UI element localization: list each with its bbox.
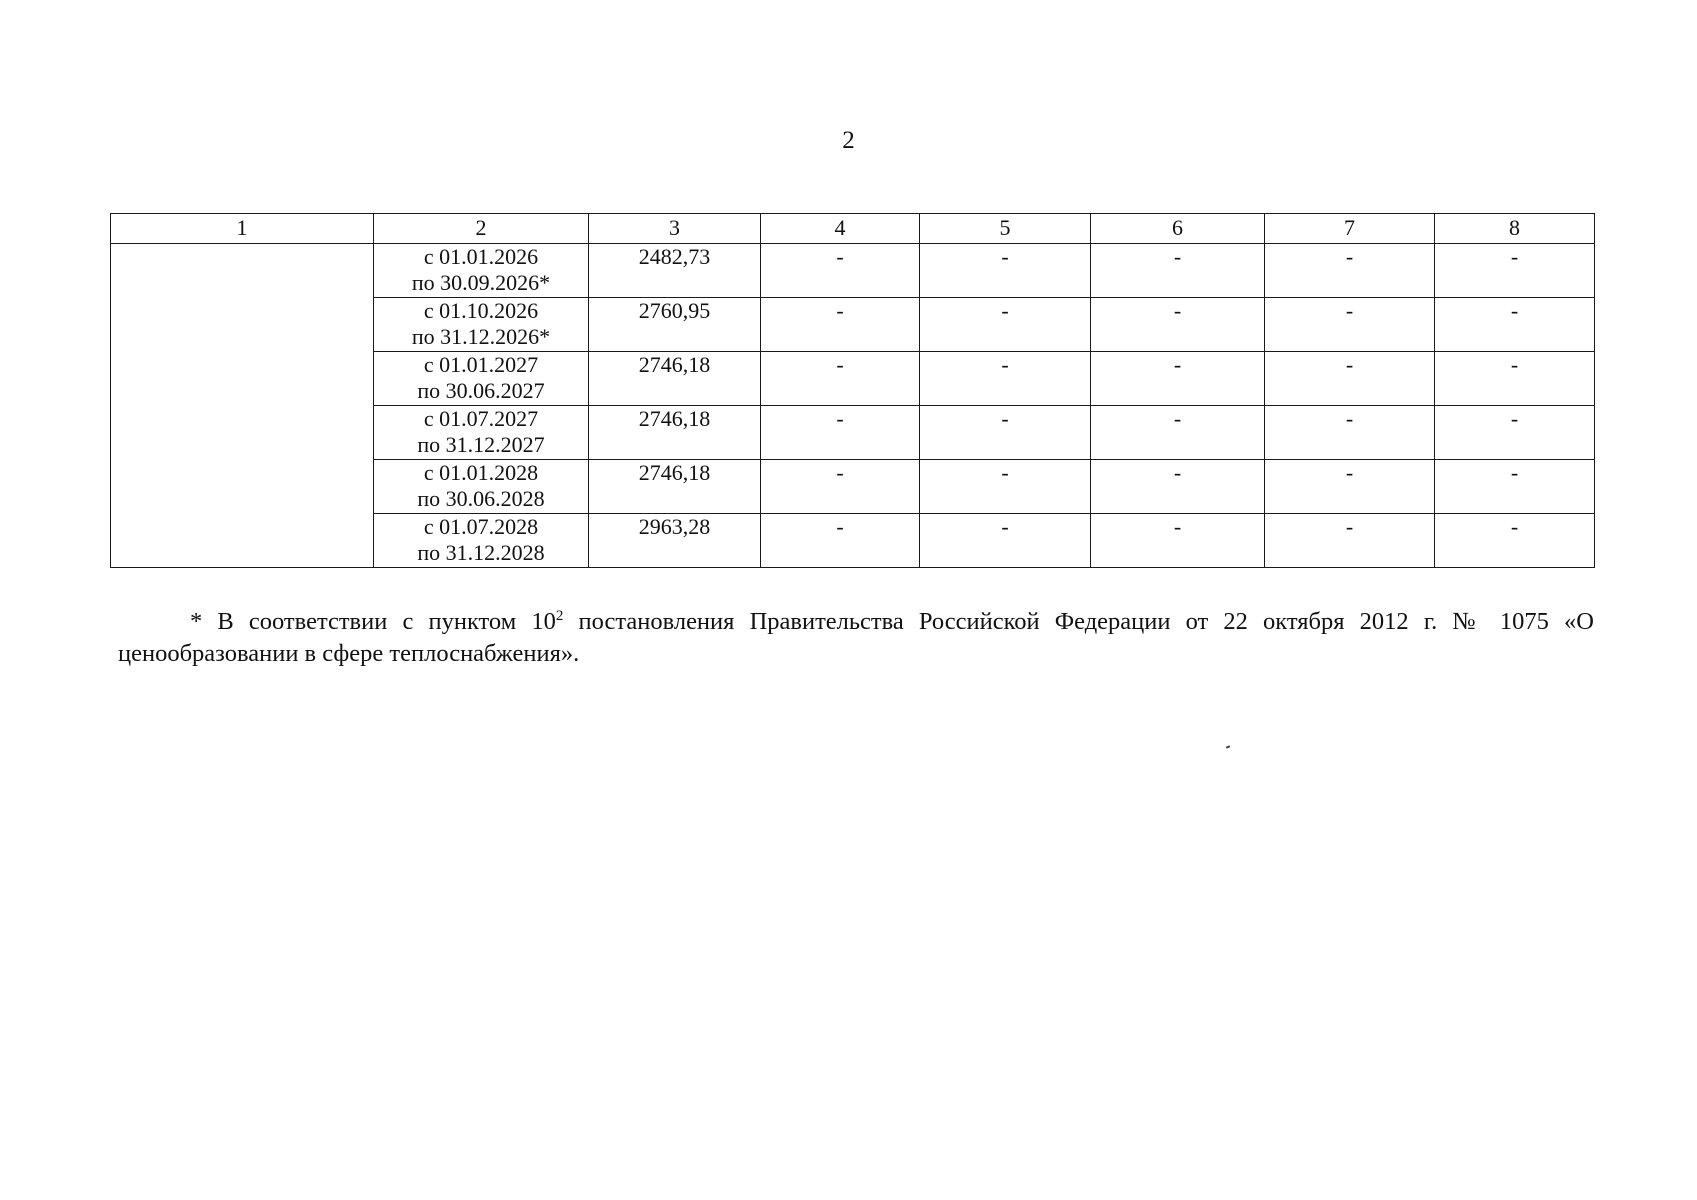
organization-cell (111, 244, 374, 568)
period-cell (374, 298, 589, 352)
dash-cell: - (920, 460, 1091, 514)
dash-cell: - (761, 352, 920, 406)
tariff-value-cell: 2746,18 (589, 460, 761, 514)
page-number: 2 (842, 127, 855, 154)
dash-cell: - (1435, 352, 1595, 406)
tariff-value-cell: 2963,28 (589, 514, 761, 568)
column-header: 7 (1265, 214, 1435, 244)
period-from: с 01.01.2027 (423, 352, 539, 377)
column-header: 4 (761, 214, 920, 244)
column-header: 5 (920, 214, 1091, 244)
period-from: с 01.01.2028 (423, 460, 539, 485)
tariff-value-cell: 2482,73 (589, 244, 761, 298)
dash-cell: - (1265, 514, 1435, 568)
footnote-superscript: 2 (555, 607, 564, 624)
dash-cell: - (1435, 406, 1595, 460)
dash-cell: - (1435, 244, 1595, 298)
dash-cell: - (920, 514, 1091, 568)
period-to: по 31.12.2026* (411, 324, 551, 349)
period-to: по 31.12.2028 (417, 540, 545, 565)
period-to: по 30.06.2027 (417, 378, 545, 403)
dash-cell: - (1091, 298, 1265, 352)
period-cell (374, 352, 589, 406)
period-from: с 01.07.2027 (423, 406, 539, 431)
dash-cell: - (1265, 298, 1435, 352)
dash-cell: - (1091, 406, 1265, 460)
period-to: по 30.06.2028 (417, 486, 545, 511)
period-to: по 30.09.2026* (411, 270, 551, 295)
dash-cell: - (761, 460, 920, 514)
dash-cell: - (1265, 460, 1435, 514)
dash-cell: - (761, 298, 920, 352)
tariff-value-cell: 2746,18 (589, 352, 761, 406)
dash-cell: - (1091, 460, 1265, 514)
period-cell (374, 460, 589, 514)
dash-cell: - (1091, 514, 1265, 568)
dash-cell: - (761, 406, 920, 460)
period-cell (374, 244, 589, 298)
dash-cell: - (1265, 352, 1435, 406)
dash-cell: - (920, 352, 1091, 406)
period-cell (374, 406, 589, 460)
dash-cell: - (1265, 244, 1435, 298)
footnote-text-end: постановления Правительства Российской Федерации от 22 октября 2012 г. № 1075 «О ценообразовании в сфере теплоснабжения». (118, 608, 1594, 667)
tariff-table (110, 213, 1595, 568)
table-row (111, 244, 1595, 298)
tariff-value-cell: 2746,18 (589, 406, 761, 460)
column-number-row (111, 214, 1595, 244)
dash-cell: - (920, 406, 1091, 460)
dash-cell: - (1435, 460, 1595, 514)
dash-cell: - (761, 244, 920, 298)
column-header: 8 (1435, 214, 1595, 244)
dash-cell: - (1265, 406, 1435, 460)
column-header: 2 (374, 214, 589, 244)
dash-cell: - (1091, 244, 1265, 298)
footnote-text-start: * В соответствии с пунктом 10 (190, 608, 556, 635)
period-from: с 01.07.2028 (423, 514, 539, 539)
column-header: 3 (589, 214, 761, 244)
scan-speck (1226, 745, 1230, 748)
dash-cell: - (920, 298, 1091, 352)
footnote (118, 606, 1594, 670)
dash-cell: - (1091, 352, 1265, 406)
period-cell (374, 514, 589, 568)
dash-cell: - (1435, 298, 1595, 352)
period-from: с 01.01.2026 (423, 244, 539, 269)
dash-cell: - (1435, 514, 1595, 568)
period-to: по 31.12.2027 (417, 432, 545, 457)
tariff-value-cell: 2760,95 (589, 298, 761, 352)
dash-cell: - (761, 514, 920, 568)
dash-cell: - (920, 244, 1091, 298)
column-header: 1 (111, 214, 374, 244)
period-from: с 01.10.2026 (423, 298, 539, 323)
column-header: 6 (1091, 214, 1265, 244)
